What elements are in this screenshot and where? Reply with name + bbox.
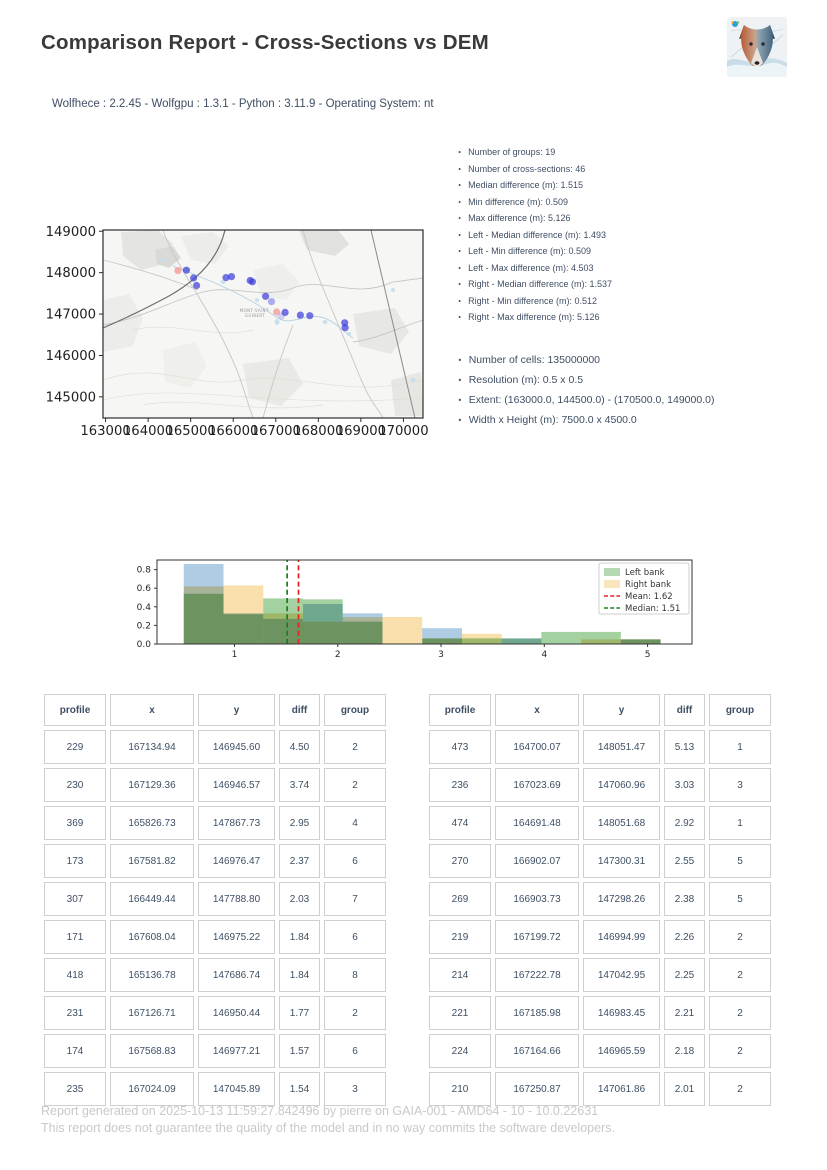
table-row (429, 996, 771, 1030)
stat-text: Right - Median difference (m): 1.537 (468, 279, 613, 289)
table-cell: 2.38 (664, 882, 705, 916)
table-cell: 210 (429, 1072, 491, 1106)
histogram-bar (224, 585, 264, 644)
situation-map (45, 224, 429, 439)
stat-item (458, 394, 714, 407)
table-cell: 166449.44 (110, 882, 194, 916)
table-cell: 147686.74 (198, 958, 275, 992)
map-y-tick-label: 147000 (45, 307, 96, 323)
bullet-icon: • (458, 230, 461, 239)
table-cell: 147300.31 (583, 844, 660, 878)
table-cell: 307 (44, 882, 106, 916)
column-header: x (495, 694, 579, 726)
column-header: group (709, 694, 771, 726)
table-cell: 147061.86 (583, 1072, 660, 1106)
bullet-icon: • (458, 197, 461, 206)
histogram-bar (343, 617, 383, 644)
bullet-icon: • (458, 415, 462, 425)
stat-text: Right - Min difference (m): 0.512 (468, 295, 598, 306)
histogram-bar (502, 638, 542, 644)
histogram-bar (422, 638, 462, 644)
stat-item (458, 414, 714, 427)
table-cell: 146965.59 (583, 1034, 660, 1068)
histogram-bar (581, 639, 621, 644)
table-cell: 171 (44, 920, 106, 954)
table-cell: 167126.71 (110, 996, 194, 1030)
footer-generated-line: Report generated on 2025-10-13 11:59:27.842496 by pierre on GAIA-001 - AMD64 - 10 - 10.0.22631 (41, 1104, 599, 1118)
table-cell: 146976.47 (198, 844, 275, 878)
map-x-tick-label: 164000 (122, 424, 174, 439)
stat-item (458, 354, 714, 367)
map-x-tick-label: 166000 (208, 424, 259, 439)
table-cell: 147060.96 (583, 768, 660, 802)
stat-text: Left - Min difference (m): 0.509 (468, 246, 592, 256)
table-cell: 2.21 (664, 996, 705, 1030)
table-cell: 3 (324, 1072, 386, 1106)
table-row (44, 730, 386, 764)
table-cell: 6 (324, 1034, 386, 1068)
table-cell: 146994.99 (583, 920, 660, 954)
table-cell: 167134.94 (110, 730, 194, 764)
stat-text: Resolution (m): 0.5 x 0.5 (468, 374, 584, 386)
map-x-tick-label: 163000 (80, 424, 131, 439)
bullet-icon: • (458, 313, 461, 322)
table-row (44, 920, 386, 954)
table-cell: 2.95 (279, 806, 320, 840)
table-cell: 5 (709, 844, 771, 878)
column-header: x (110, 694, 194, 726)
table-row (429, 1072, 771, 1106)
map-place-label: MONT-SAINT-GUIBERT (239, 308, 271, 318)
table-cell: 166902.07 (495, 844, 579, 878)
scatter-point (306, 312, 313, 319)
profiles-table (425, 690, 775, 1110)
x-tick-label: 4 (541, 650, 548, 660)
table-cell: 1.84 (279, 958, 320, 992)
table-cell: 2.18 (664, 1034, 705, 1068)
stat-item (458, 213, 612, 224)
table-row (44, 958, 386, 992)
table-cell: 8 (324, 958, 386, 992)
y-tick-label: 0.4 (136, 602, 151, 613)
table-cell: 3.03 (664, 768, 705, 802)
scatter-point (193, 282, 200, 289)
table-cell: 174 (44, 1034, 106, 1068)
scatter-point (282, 309, 289, 316)
table-row (429, 844, 771, 878)
table-cell: 474 (429, 806, 491, 840)
table-cell: 1.54 (279, 1072, 320, 1106)
table-cell: 146950.44 (198, 996, 275, 1030)
table-cell: 167023.69 (495, 768, 579, 802)
table-cell: 418 (44, 958, 106, 992)
stat-item (458, 230, 612, 241)
bullet-icon: • (458, 375, 462, 385)
stat-text: Left - Median difference (m): 1.493 (468, 229, 607, 240)
map-y-tick-label: 149000 (45, 224, 96, 240)
bullet-icon: • (458, 247, 461, 256)
table-cell: 3.74 (279, 768, 320, 802)
table-cell: 1.77 (279, 996, 320, 1030)
histogram-bar (621, 639, 661, 644)
table-cell: 230 (44, 768, 106, 802)
stat-item (458, 246, 612, 257)
legend-patch-swatch (604, 580, 620, 588)
table-cell: 2 (324, 730, 386, 764)
table-cell: 146946.57 (198, 768, 275, 802)
table-cell: 1 (709, 806, 771, 840)
bullet-icon: • (458, 280, 461, 289)
bullet-icon: • (458, 148, 461, 157)
map-x-tick-label: 170000 (378, 424, 429, 439)
scatter-point (342, 324, 349, 331)
table-cell: 6 (324, 920, 386, 954)
stat-text: Median difference (m): 1.515 (468, 180, 584, 190)
stat-text: Min difference (m): 0.509 (468, 196, 569, 207)
stat-item (458, 296, 612, 307)
legend-label: Mean: 1.62 (625, 592, 673, 602)
table-row (429, 806, 771, 840)
stat-text: Number of groups: 19 (468, 147, 556, 157)
table-cell: 2 (709, 920, 771, 954)
column-header: profile (429, 694, 491, 726)
scatter-point (262, 293, 269, 300)
table-cell: 146945.60 (198, 730, 275, 764)
table-cell: 5.13 (664, 730, 705, 764)
table-cell: 165826.73 (110, 806, 194, 840)
table-row (44, 806, 386, 840)
table-cell: 473 (429, 730, 491, 764)
table-cell: 147042.95 (583, 958, 660, 992)
table-cell: 2.55 (664, 844, 705, 878)
table-cell: 231 (44, 996, 106, 1030)
table-cell: 167222.78 (495, 958, 579, 992)
scatter-point (268, 298, 275, 305)
bullet-icon: • (458, 263, 461, 272)
table-header-row (429, 694, 771, 726)
table-cell: 148051.68 (583, 806, 660, 840)
stat-item (458, 374, 714, 387)
table-cell: 2 (709, 996, 771, 1030)
x-tick-label: 2 (334, 650, 341, 660)
profiles-table (40, 690, 390, 1110)
table-cell: 146975.22 (198, 920, 275, 954)
table-cell: 1.84 (279, 920, 320, 954)
map-y-tick-label: 148000 (45, 266, 96, 282)
scatter-point (228, 273, 235, 280)
table-cell: 236 (429, 768, 491, 802)
column-header: diff (279, 694, 320, 726)
table-cell: 147788.80 (198, 882, 275, 916)
x-tick-label: 3 (438, 650, 444, 660)
report-footer (41, 1103, 615, 1137)
map-x-tick-label: 167000 (250, 424, 301, 439)
y-tick-label: 0.2 (136, 621, 151, 632)
table-cell: 164691.48 (495, 806, 579, 840)
table-cell: 2.03 (279, 882, 320, 916)
y-tick-label: 0.0 (136, 640, 151, 650)
bullet-icon: • (458, 296, 461, 305)
stat-text: Right - Max difference (m): 5.126 (468, 312, 600, 322)
table-cell: 5 (709, 882, 771, 916)
table-cell: 6 (324, 844, 386, 878)
column-header: y (583, 694, 660, 726)
worst-left-bank-table (40, 690, 390, 1110)
table-cell: 167581.82 (110, 844, 194, 878)
table-row (44, 844, 386, 878)
table-cell: 167568.83 (110, 1034, 194, 1068)
table-row (429, 768, 771, 802)
table-row (44, 996, 386, 1030)
table-cell: 221 (429, 996, 491, 1030)
wolf-logo-image (727, 17, 787, 77)
table-cell: 235 (44, 1072, 106, 1106)
table-cell: 1 (709, 730, 771, 764)
worst-right-bank-table (425, 690, 775, 1110)
table-cell: 173 (44, 844, 106, 878)
footer-disclaimer-line: This report does not guarantee the quality of the model and in no way commits the software developers. (41, 1121, 615, 1135)
histogram-bar (184, 586, 224, 644)
bullet-icon: • (458, 214, 461, 223)
table-cell: 2 (324, 768, 386, 802)
table-row (429, 882, 771, 916)
legend-label: Median: 1.51 (625, 604, 681, 614)
table-cell: 146983.45 (583, 996, 660, 1030)
stat-item (458, 147, 612, 158)
table-cell: 167250.87 (495, 1072, 579, 1106)
table-cell: 2.25 (664, 958, 705, 992)
stat-text: Left - Max difference (m): 4.503 (468, 262, 594, 273)
stat-item (458, 312, 612, 323)
histogram-bar (462, 634, 502, 644)
table-cell: 147045.89 (198, 1072, 275, 1106)
wolf-logo (727, 17, 787, 77)
table-row (429, 1034, 771, 1068)
stat-item (458, 164, 612, 175)
table-cell: 2.01 (664, 1072, 705, 1106)
table-cell: 148051.47 (583, 730, 660, 764)
table-cell: 167185.98 (495, 996, 579, 1030)
stat-item (458, 263, 612, 274)
table-cell: 167024.09 (110, 1072, 194, 1106)
table-row (44, 768, 386, 802)
bullet-icon: • (458, 395, 462, 405)
table-cell: 224 (429, 1034, 491, 1068)
table-row (429, 958, 771, 992)
legend-label: Right bank (625, 580, 671, 590)
map-x-tick-label: 168000 (293, 424, 344, 439)
table-cell: 166903.73 (495, 882, 579, 916)
scatter-point (183, 267, 190, 274)
table-cell: 270 (429, 844, 491, 878)
table-cell: 269 (429, 882, 491, 916)
legend-label: Left bank (625, 568, 665, 578)
table-row (429, 730, 771, 764)
table-cell: 219 (429, 920, 491, 954)
legend-patch-swatch (604, 568, 620, 576)
table-cell: 165136.78 (110, 958, 194, 992)
table-cell: 4.50 (279, 730, 320, 764)
difference-histogram (125, 552, 725, 664)
table-cell: 167199.72 (495, 920, 579, 954)
map-y-tick-label: 145000 (45, 390, 96, 406)
scatter-point (190, 274, 197, 281)
table-row (44, 1072, 386, 1106)
table-cell: 2 (709, 1034, 771, 1068)
table-cell: 167164.66 (495, 1034, 579, 1068)
table-cell: 229 (44, 730, 106, 764)
table-cell: 2 (709, 1072, 771, 1106)
bullet-icon: • (458, 164, 461, 173)
x-tick-label: 5 (644, 650, 651, 660)
table-cell: 214 (429, 958, 491, 992)
y-tick-label: 0.8 (136, 565, 151, 576)
table-cell: 167129.36 (110, 768, 194, 802)
stat-text: Extent: (163000.0, 144500.0) - (170500.0, 149000.0) (468, 394, 715, 406)
table-cell: 2.37 (279, 844, 320, 878)
dem-stats-list (458, 354, 714, 434)
scatter-point (249, 278, 256, 285)
table-cell: 2 (709, 958, 771, 992)
histogram-bar (263, 613, 303, 644)
version-line: Wolfhece : 2.2.45 - Wolfgpu : 1.3.1 - Python : 3.11.9 - Operating System: nt (52, 98, 434, 110)
table-row (429, 920, 771, 954)
map-x-tick-label: 169000 (335, 424, 387, 439)
table-cell: 147867.73 (198, 806, 275, 840)
histogram-bar (541, 632, 581, 644)
column-header: y (198, 694, 275, 726)
table-row (44, 1034, 386, 1068)
stat-item (458, 180, 612, 191)
table-cell: 167608.04 (110, 920, 194, 954)
column-header: group (324, 694, 386, 726)
table-header-row (44, 694, 386, 726)
histogram-bar (382, 617, 422, 644)
table-cell: 147298.26 (583, 882, 660, 916)
histogram-bar (303, 622, 343, 644)
table-cell: 2.26 (664, 920, 705, 954)
stat-text: Width x Height (m): 7500.0 x 4500.0 (468, 414, 637, 426)
table-cell: 3 (709, 768, 771, 802)
table-cell: 369 (44, 806, 106, 840)
table-cell: 2 (324, 996, 386, 1030)
table-cell: 1.57 (279, 1034, 320, 1068)
stat-item (458, 197, 612, 208)
stat-text: Number of cross-sections: 46 (468, 163, 586, 174)
x-tick-label: 1 (231, 650, 238, 660)
y-tick-label: 0.6 (136, 584, 151, 595)
bullet-icon: • (458, 355, 462, 365)
table-cell: 164700.07 (495, 730, 579, 764)
stat-item (458, 279, 612, 290)
table-cell: 146977.21 (198, 1034, 275, 1068)
table-cell: 2.92 (664, 806, 705, 840)
page-title: Comparison Report - Cross-Sections vs DEM (41, 31, 489, 54)
map-x-tick-label: 165000 (165, 424, 216, 439)
column-header: diff (664, 694, 705, 726)
stat-text: Max difference (m): 5.126 (468, 213, 571, 223)
map-y-tick-label: 146000 (45, 348, 96, 364)
scatter-point (297, 312, 304, 319)
scatter-point (174, 267, 181, 274)
stat-text: Number of cells: 135000000 (468, 354, 601, 366)
table-cell: 7 (324, 882, 386, 916)
bullet-icon: • (458, 181, 461, 190)
difference-stats-list (458, 147, 612, 329)
table-row (44, 882, 386, 916)
table-cell: 4 (324, 806, 386, 840)
column-header: profile (44, 694, 106, 726)
